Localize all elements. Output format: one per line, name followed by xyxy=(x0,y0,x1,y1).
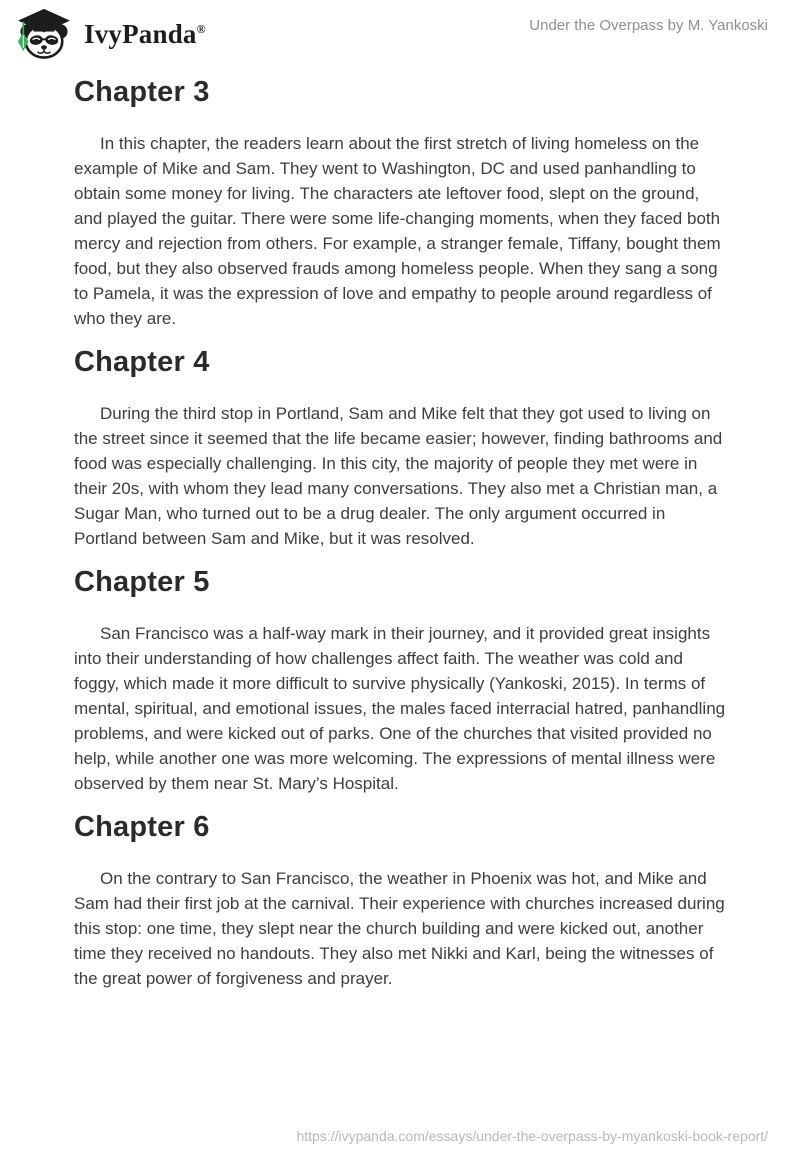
chapter-4-heading: Chapter 4 xyxy=(74,346,210,378)
ivypanda-logo-link[interactable] xyxy=(14,8,206,60)
source-url-link[interactable]: https://ivypanda.com/essays/under-the-overpass-by-myankoski-book-report/ xyxy=(296,1128,768,1144)
chapter-3-paragraph: In this chapter, the readers learn about the first stretch of living homeless on the example of Mike and Sam. They went to Washington, DC and used panhandling to obtain some money for living. The characters ate leftover food, slept on the ground, and played the guitar. There were some life-changing moments, when they faced both mercy and rejection from others. For example, a stranger female, Tiffany, bought them food, but they also observed frauds among homeless people. When they sang a song to Pamela, it was the expression of love and empathy to people around regardless of who they are. xyxy=(74,134,721,328)
page-header xyxy=(0,0,800,60)
chapter-6-paragraph: On the contrary to San Francisco, the weather in Phoenix was hot, and Mike and Sam had their first job at the carnival. Their experience with churches increased during this stop: one time, they slept near the church building and were kicked out, another time they received no handouts. They also met Nikki and Karl, being the witnesses of the great power of forgiveness and prayer. xyxy=(74,869,725,988)
logo-wordmark xyxy=(84,8,206,60)
registered-trademark-mark: ® xyxy=(196,22,206,36)
chapter-6-heading: Chapter 6 xyxy=(74,811,210,843)
chapter-4-paragraph: During the third stop in Portland, Sam and Mike felt that they got used to living on the street since it seemed that the life became easier; however, finding bathrooms and food was especially challenging. In this city, the majority of people they met were in their 20s, with whom they lead many conversations. They also met a Christian man, a Sugar Man, who turned out to be a drug dealer. The only argument occurred in Portland between Sam and Mike, but it was resolved. xyxy=(74,404,723,548)
essay-content xyxy=(74,75,726,991)
chapter-5-heading: Chapter 5 xyxy=(74,566,210,598)
panda-logo-icon xyxy=(14,8,74,60)
chapter-3-heading: Chapter 3 xyxy=(74,76,210,108)
chapter-5-paragraph: San Francisco was a half-way mark in their journey, and it provided great insights into their understanding of how challenges affect faith. The weather was cold and foggy, which made it more difficult to survive physically (Yankoski, 2015). In terms of mental, spiritual, and emotional issues, the males faced interracial hatred, panhandling problems, and were kicked out of parks. One of the churches that visited provided no help, while another one was more welcoming. The expressions of mental illness were observed by them near St. Mary’s Hospital. xyxy=(74,624,726,793)
logo-text: IvyPanda xyxy=(84,19,197,49)
document-title: Under the Overpass by M. Yankoski xyxy=(529,17,768,34)
